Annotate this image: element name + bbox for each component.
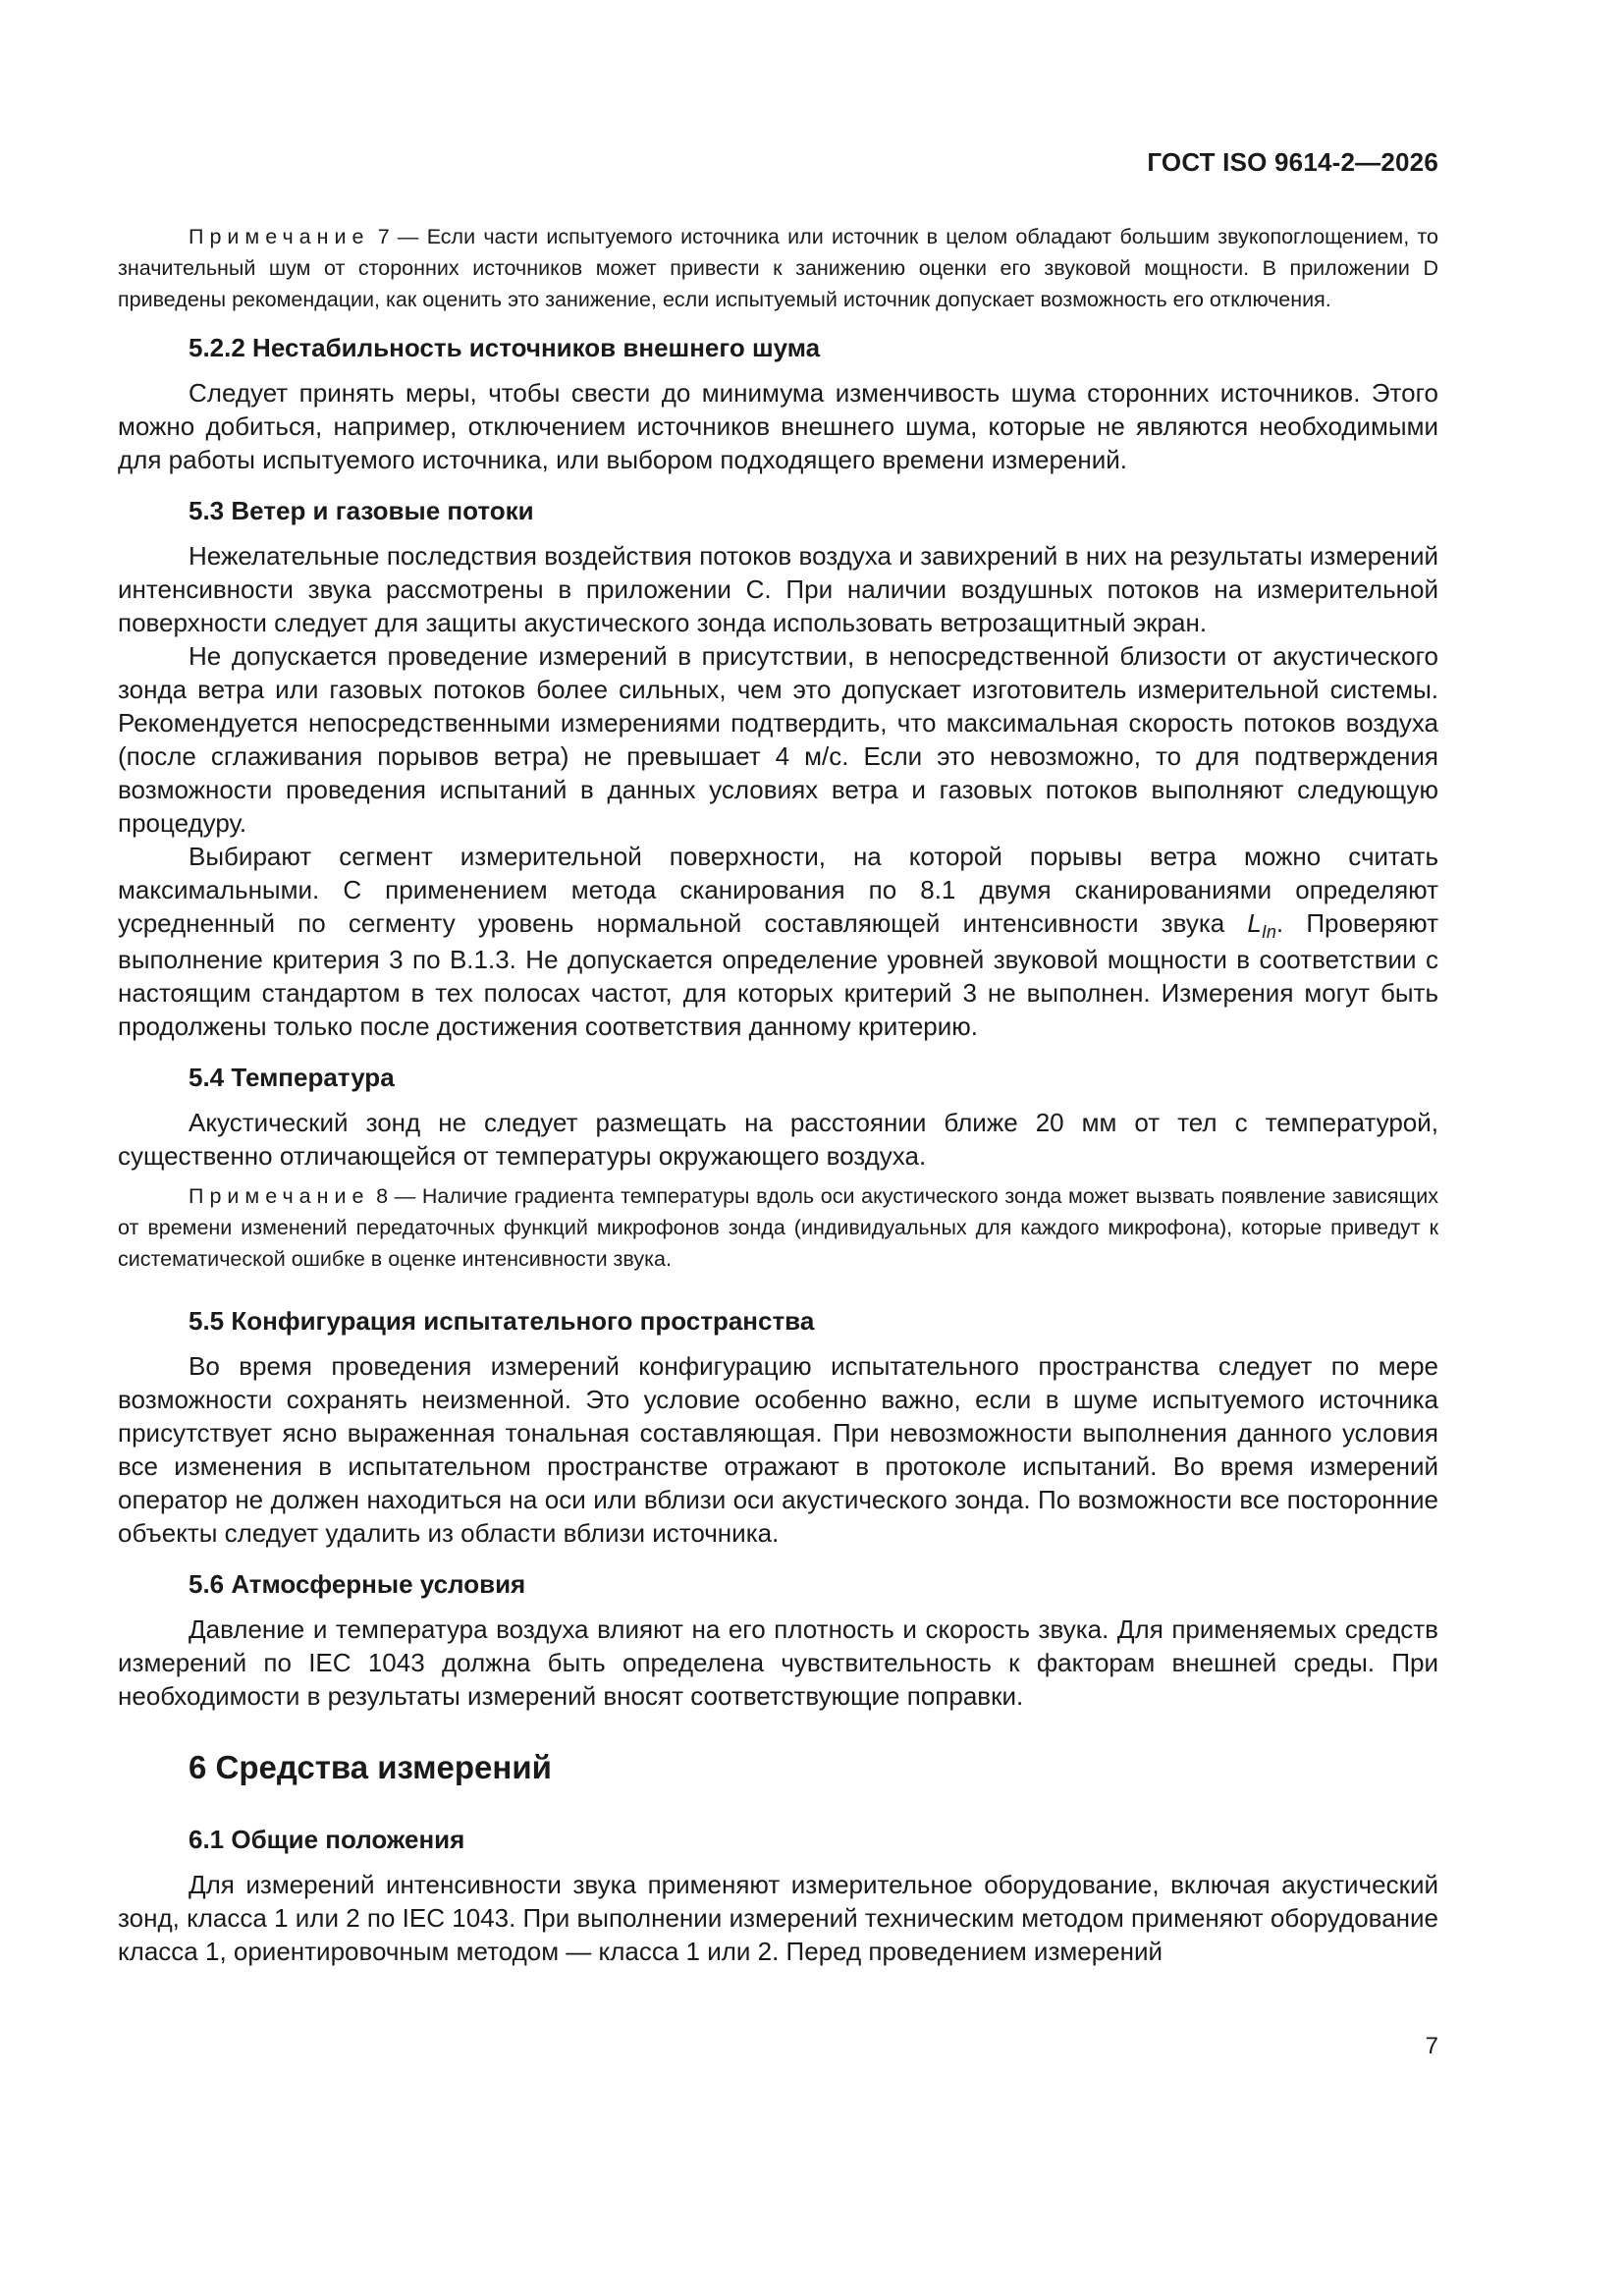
paragraph: Во время проведения измерений конфигурацию испытательного пространства следует по мере возможности сохранять неизменной. Это условие особенно важно, если в шуме испытуемого источника присутствует ясно выраженная тональная составляющая. При невозможности выполнения данного условия все изменения в испытательном пространстве отражают в протоколе испытаний. Во время измерений оператор не должен находиться на оси или вблизи оси акустического зонда. По возможности все посторонние объекты следует удалить из области вблизи источника. <box>118 1351 1438 1548</box>
level-subscript: In <box>1261 922 1276 942</box>
paragraph-text: Выбирают сегмент измерительной поверхности, на которой порывы ветра можно считать максимальными. С применением метода сканирования по 8.1 двумя сканированиями определяют усредненный по сегменту уровень нормальной составляющей интенсивности звука <box>118 842 1438 938</box>
note-text: 8 — Наличие градиента температуры вдоль оси акустического зонда может вызвать появление зависящих от времени изменений передаточных функций микрофонов зонда (индивидуальных для каждого микрофона), которые приведут к систематической ошибке в оценке интенсивности звука. <box>118 1184 1438 1271</box>
page-number: 7 <box>1425 2033 1438 2059</box>
paragraph: Следует принять меры, чтобы свести до минимума изменчивость шума сторонних источников. Этого можно добиться, например, отключением источников внешнего шума, которые не являются необходимыми для работы испытуемого источника, или выбором подходящего времени измерений. <box>118 378 1438 474</box>
paragraph: Нежелательные последствия воздействия потоков воздуха и завихрений в них на результаты измерений интенсивности звука рассмотрены в приложении С. При наличии воздушных потоков на измерительной поверхности следует для защиты акустического зонда использовать ветрозащитный экран. <box>118 541 1438 637</box>
note-8 <box>118 1180 1438 1275</box>
note-label: Примечание <box>189 1184 370 1208</box>
paragraph: Акустический зонд не следует размещать на расстоянии ближе 20 мм от тел с температурой, существенно отличающейся от температуры окружающего воздуха. <box>118 1108 1438 1171</box>
heading-6: 6 Средства измерений <box>189 1749 552 1785</box>
heading-5-6: 5.6 Атмосферные условия <box>189 1569 526 1599</box>
heading-5-4: 5.4 Температура <box>189 1063 395 1092</box>
paragraph: Для измерений интенсивности звука применяют измерительное оборудование, включая акустический зонд, класса 1 или 2 по IEC 1043. При выполнении измерений техническим методом применяют оборудование класса 1, ориентировочным методом — класса 1 или 2. Перед проведением измерений <box>118 1870 1438 1966</box>
paragraph-text: . Проверяют выполнение критерия 3 по В.1.3. Не допускается определение уровней звуковой мощности в соответствии с настоящим стандартом в тех полосах частот, для которых критерий 3 не выполнен. Измерения могут быть продолжены только после достижения соответствия данному критерию. <box>118 908 1438 1041</box>
paragraph: Не допускается проведение измерений в присутствии, в непосредственной близости от акустического зонда ветра или газовых потоков более сильных, чем это допускает изготовитель измерительной системы. Рекомендуется непосредственными измерениями подтвердить, что максимальная скорость потоков воздуха (после сглаживания порывов ветра) не превышает 4 м/с. Если это невозможно, то для подтверждения возможности проведения испытаний в данных условиях ветра и газовых потоков выполняют следующую процедуру. <box>118 641 1438 838</box>
standard-code-header: ГОСТ ISO 9614-2—2026 <box>1147 147 1438 177</box>
heading-5-3: 5.3 Ветер и газовые потоки <box>189 496 534 525</box>
note-7 <box>118 221 1438 315</box>
heading-5-2-2: 5.2.2 Нестабильность источников внешнего шума <box>189 333 821 362</box>
level-symbol: L <box>1247 908 1262 938</box>
note-label: Примечание <box>189 225 370 248</box>
heading-5-5: 5.5 Конфигурация испытательного пространства <box>189 1306 815 1336</box>
heading-6-1: 6.1 Общие положения <box>189 1825 465 1854</box>
page-content <box>118 221 1438 1968</box>
paragraph <box>118 840 1438 1043</box>
note-text: 7 — Если части испытуемого источника или источник в целом обладают большим звукопоглощением, то значительный шум от сторонних источников может привести к занижению оценки его звуковой мощности. В приложении D приведены рекомендации, как оценить это занижение, если испытуемый источник допускает возможность его отключения. <box>118 225 1438 311</box>
paragraph: Давление и температура воздуха влияют на его плотность и скорость звука. Для применяемых средств измерений по IEC 1043 должна быть определена чувствительность к факторам внешней среды. При необходимости в результаты измерений вносят соответствующие поправки. <box>118 1614 1438 1711</box>
